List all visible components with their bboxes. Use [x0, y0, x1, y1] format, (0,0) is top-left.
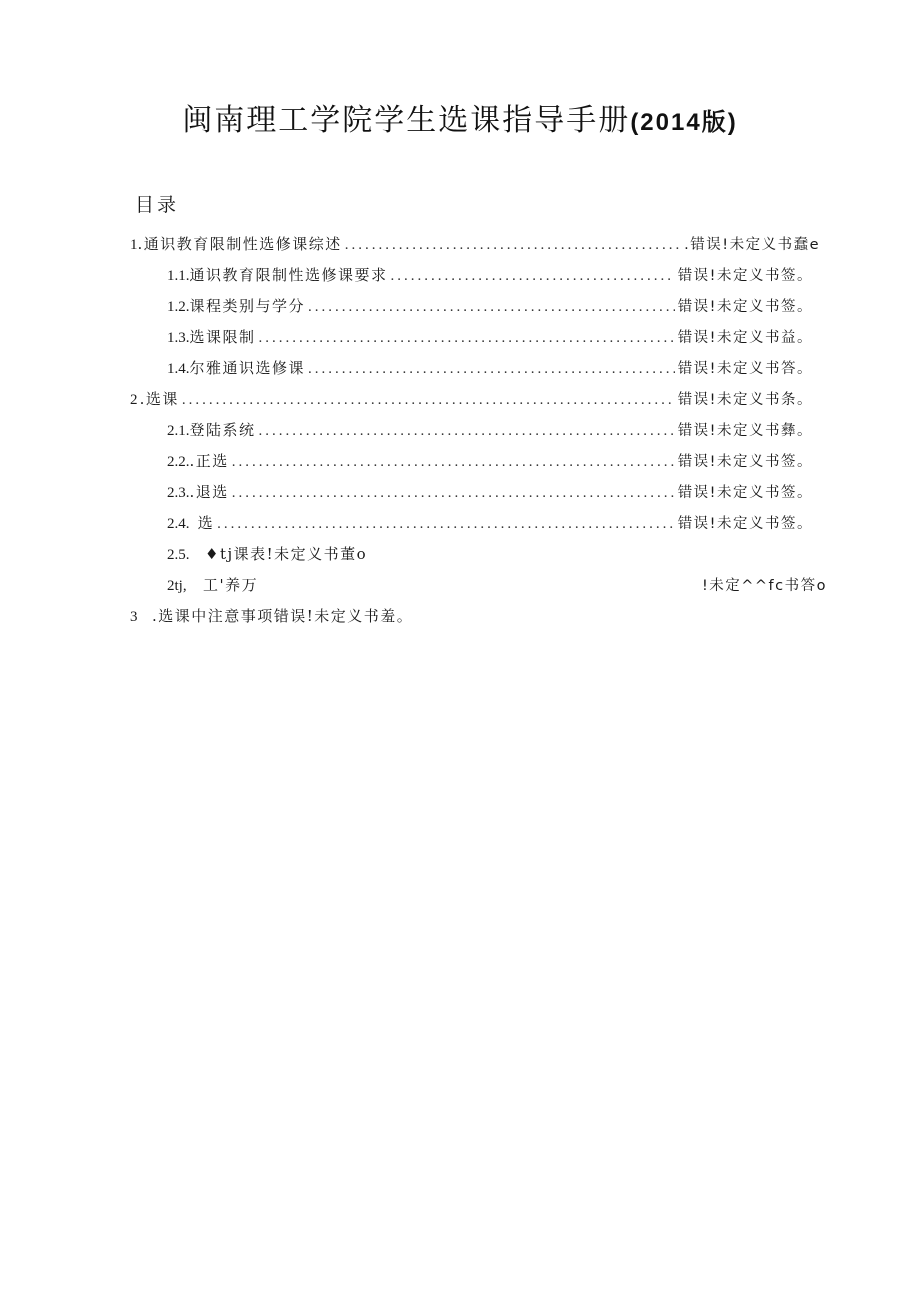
title-text: 闽南理工学院学生选课指导手册 — [182, 103, 631, 138]
toc-entry-number: 1.2. — [167, 299, 190, 315]
toc-entry-title: 尔雅通识选修课 — [189, 359, 306, 377]
toc-entry-title: .通识教育限制性选修课综述 — [137, 235, 342, 253]
toc-entry[interactable] — [167, 511, 813, 535]
toc-entry-title: .选课中注意事项错误!未定义书羞。 — [152, 607, 414, 625]
toc-entry-title: .选课 — [139, 390, 179, 408]
toc-entry[interactable] — [167, 418, 813, 442]
document-title — [0, 95, 920, 139]
toc-entry-page: 错误!未定义书答。 — [677, 361, 813, 377]
toc-entry-page: 错误!未定义书彝。 — [677, 423, 813, 439]
toc-entry-title: 工'养万 — [203, 576, 259, 594]
toc-entry-page: 错误!未定义书签。 — [677, 268, 813, 284]
toc-entry[interactable] — [167, 573, 827, 597]
toc-entry-number: 3 — [130, 609, 138, 625]
toc-entry-number: 1.3. — [167, 330, 190, 346]
toc-entry[interactable] — [167, 480, 813, 504]
toc-entry-title: .退选 — [189, 483, 229, 501]
toc-entry-number: 2.4. — [167, 516, 190, 532]
toc-entry-title: ♦tj课表!未定义书董o — [205, 545, 368, 563]
toc-entry-page: 错误!未定义书签。 — [677, 485, 813, 501]
toc-entry-title: .正选 — [189, 452, 229, 470]
toc-entry-number: 2.1. — [167, 423, 190, 439]
toc-dot-leader — [308, 357, 675, 381]
toc-entry[interactable] — [130, 232, 820, 256]
toc-dot-leader — [391, 264, 675, 288]
toc-entry-title: 课程类别与学分 — [189, 297, 306, 315]
toc-entry[interactable] — [167, 294, 813, 318]
toc-entry-title: 选 — [197, 514, 215, 532]
toc-entry-number: 2tj, — [167, 578, 187, 594]
toc-entry[interactable] — [167, 449, 813, 473]
toc-dot-leader — [259, 326, 675, 350]
toc-dot-leader — [182, 388, 675, 412]
toc-dot-leader — [308, 295, 675, 319]
toc-entry-page: 错误!未定义书签。 — [677, 454, 813, 470]
toc-entry-page: !未定^^fc书答o — [701, 578, 827, 594]
toc-entry[interactable] — [167, 356, 813, 380]
toc-entry[interactable] — [167, 542, 467, 566]
toc-entry-page: 错误!未定义书签。 — [677, 299, 813, 315]
toc-entry-title: 通识教育限制性选修课要求 — [189, 266, 388, 284]
toc-entry-page: 错误!未定义书益。 — [677, 330, 813, 346]
toc-entry-number: 1 — [130, 237, 138, 253]
toc-dot-leader — [232, 450, 675, 474]
toc-entry-title: 登陆系统 — [189, 421, 256, 439]
toc-dot-leader — [217, 512, 675, 536]
toc-entry[interactable] — [167, 263, 813, 287]
toc-entry-page: .错误!未定义书蠢e — [684, 237, 820, 253]
toc-entry[interactable] — [130, 387, 813, 411]
toc-heading: 目录 — [135, 194, 180, 216]
toc-entry-number: 2 — [130, 392, 138, 408]
toc-entry[interactable] — [167, 325, 813, 349]
toc-dot-leader — [232, 481, 675, 505]
toc-dot-leader — [259, 419, 675, 443]
toc-entry-page: 错误!未定义书签。 — [677, 516, 813, 532]
toc-entry-page: 错误!未定义书条。 — [677, 392, 813, 408]
toc-entry-number: 1.4. — [167, 361, 190, 377]
toc-entry-number: 2.5. — [167, 547, 190, 563]
toc-entry-number: 2.2. — [167, 454, 190, 470]
title-version: (2014版) — [630, 109, 738, 136]
toc-dot-leader — [345, 233, 681, 257]
toc-entry-number: 2.3. — [167, 485, 190, 501]
toc-entry-number: 1.1. — [167, 268, 190, 284]
toc-entry-title: 选课限制 — [189, 328, 256, 346]
toc-entry[interactable] — [130, 604, 530, 628]
